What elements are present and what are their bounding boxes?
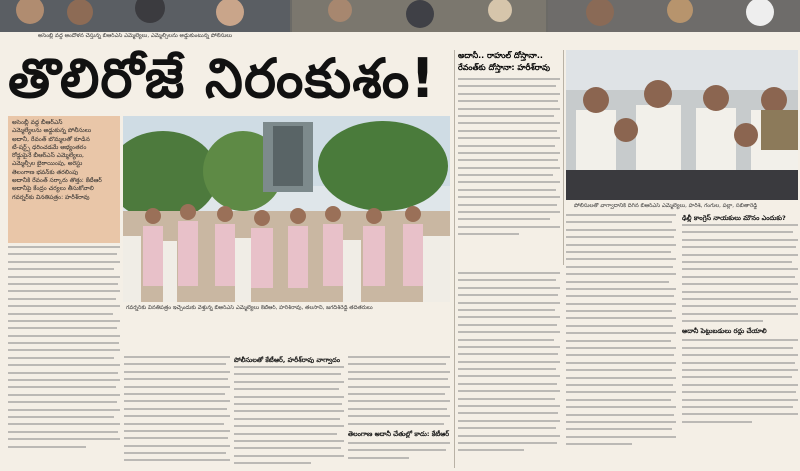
body-column-2 bbox=[124, 356, 230, 468]
top-photo-strip bbox=[0, 0, 800, 32]
highlight-item: తెలంగాణ భవన్‌కు తరలింపు bbox=[12, 168, 79, 176]
body-column-7 bbox=[682, 224, 798, 468]
highlight-item: ఎమ్మెల్యేలను అడ్డుకున్న పోలీసులు bbox=[12, 127, 92, 135]
highlights-box bbox=[8, 116, 120, 243]
sub-head-right: ఢిల్లీ కాంగ్రెస్ నాయకులు మౌనం ఎందుకు? bbox=[682, 214, 786, 222]
column-divider bbox=[454, 50, 455, 468]
highlight-item: అదానీకి రేవంత్ సర్కారు తొత్తు: కేటీఆర్ bbox=[12, 177, 102, 185]
highlight-item: అదానీ, రేవంత్ బొమ్మలతో కూడిన bbox=[12, 135, 90, 143]
highlight-item: అసెంబ్లీ వద్ద బీఆర్ఎస్ bbox=[12, 119, 63, 126]
body-column-4 bbox=[348, 356, 450, 468]
highlight-item: గవర్నర్‌కు వినతిపత్రం: హరీశ్‌రావు bbox=[12, 193, 90, 201]
highlight-item: రోడ్డుపైనే బీఆర్ఎస్ ఎమ్మెల్యేలు, bbox=[12, 152, 84, 160]
sub-head-right-2: అదానీ పెట్టుబడులు రద్దు చేయాలి bbox=[682, 327, 767, 336]
right-side-title: అదానీ.. రాహుల్ దోస్తానా.. bbox=[458, 51, 543, 60]
right-photo bbox=[566, 50, 798, 200]
highlight-item: ఎమ్మెల్సీల బైఠాయింపు, అరెస్టు bbox=[12, 160, 83, 168]
headline: తొలిరోజే నిరంకుశం! bbox=[8, 47, 436, 110]
right-side-text bbox=[458, 78, 560, 268]
column-divider bbox=[563, 50, 564, 265]
right-side-subtitle: రేవంత్‌కు దోస్తానా: హరీశ్‌రావు bbox=[458, 63, 551, 72]
sub-head-center: పోలీసులతో కేటీఆర్, హరీశ్‌రావు వాగ్వాదం bbox=[234, 356, 341, 364]
top-photo-caption: అసెంబ్లీ వద్ద ఆందోళన చేస్తున్న బీఆర్ఎస్ ఎమ్మెల్యేలు, ఎమ్మెల్సీలను అడ్డుకుంటున్న పోలీసులు bbox=[38, 33, 233, 39]
body-column-1 bbox=[8, 246, 120, 468]
right-photo-caption: పోలీసులతో వాగ్వాదానికి దిగిన బీఆర్ఎస్ ఎమ్మెల్యేలు, హరీశ్, గంగుల, పల్లా, సబితారెడ్డి bbox=[574, 203, 758, 209]
center-photo-caption: గవర్నర్‌కు వినతిపత్రం ఇచ్చేందుకు వెళ్తున్న బీఆర్ఎస్ ఎమ్మెల్యేలు కేటీఆర్, హరీశ్‌రావు, తలసాని, జగదీశ్‌రెడ్డి తదితరులు bbox=[126, 305, 373, 311]
sub-head-bottom: తెలంగాణ అదానీ చేతుల్లో కాదు: కేటీఆర్ bbox=[348, 429, 450, 438]
highlight-item: అదానీపై కేంద్రం చర్యలు తీసుకోవాలి bbox=[12, 185, 94, 193]
center-photo bbox=[123, 116, 450, 302]
body-column-5 bbox=[458, 272, 560, 468]
highlight-item: టీ-షర్ట్స్ ధరించడమే అభ్యంతరం bbox=[12, 143, 87, 151]
body-column-6 bbox=[566, 214, 676, 468]
body-column-3 bbox=[234, 366, 344, 468]
